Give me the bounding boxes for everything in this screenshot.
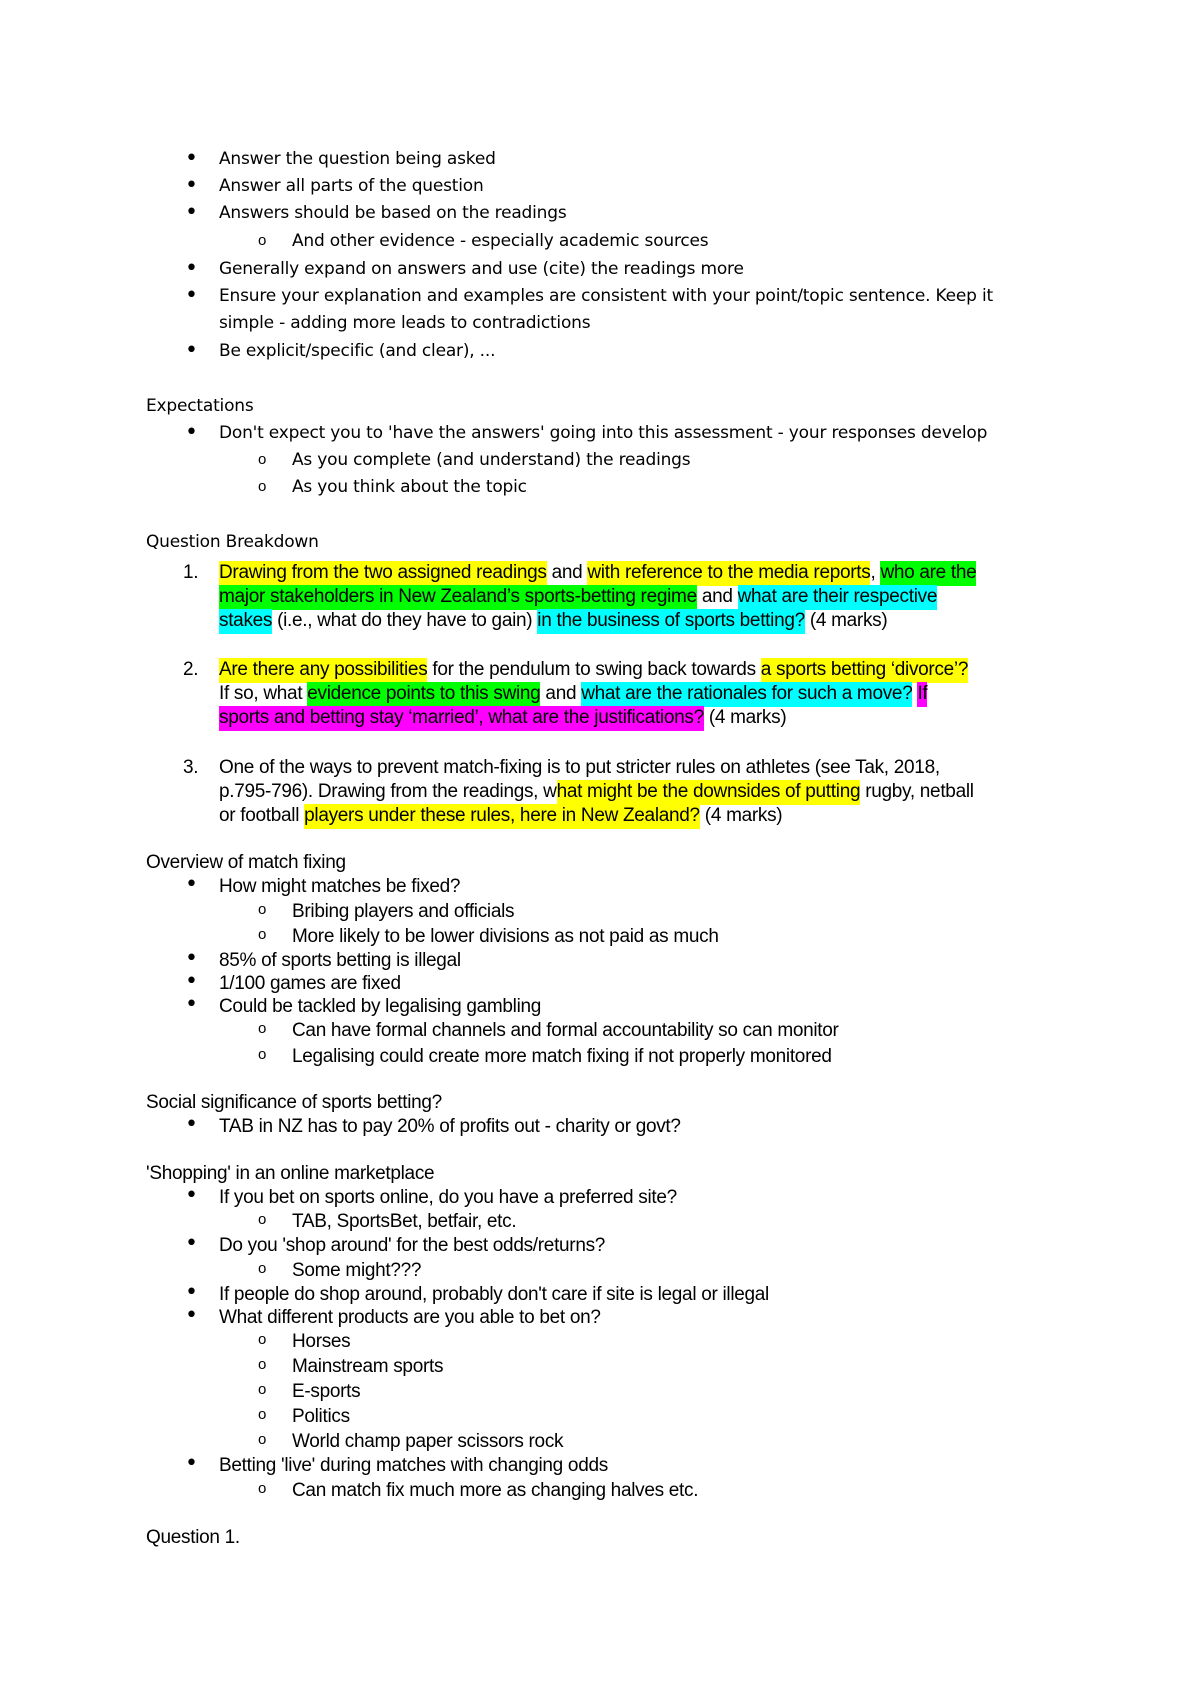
list-item: • TAB in NZ has to pay 20% of profits out - charity or govt? [219, 1117, 681, 1136]
text-run: and [696, 586, 738, 607]
list-item: • 85% of sports betting is illegal [219, 951, 461, 970]
highlight-yellow: hat might be the downsides of putting [557, 780, 861, 805]
text-run: rugby, netball [860, 781, 974, 802]
text-run: or football [219, 805, 305, 826]
section-heading: Expectations [146, 396, 254, 416]
highlight-yellow: a sports betting ‘divorce’? [761, 658, 968, 683]
list-item: • Betting 'live' during matches with changing odds [219, 1456, 608, 1475]
expectation-item: • Don't expect you to 'have the answers' going into this assessment - your responses develop [219, 425, 987, 442]
text-run: and [546, 562, 588, 583]
question-3-line-1: One of the ways to prevent match-fixing is to put stricter rules on athletes (see Tak, 2018, [219, 757, 940, 778]
question-number: 2. [183, 659, 199, 680]
tip-item: • Answers should be based on the readings [219, 205, 566, 222]
tip-item-continuation: simple - adding more leads to contradictions [219, 313, 591, 333]
tip-subitem: o And other evidence - especially academic sources [292, 233, 708, 250]
question-number: 1. [183, 562, 199, 583]
list-subitem: o Politics [292, 1407, 350, 1426]
list-item: • What different products are you able to bet on? [219, 1308, 601, 1327]
list-subitem: o More likely to be lower divisions as not paid as much [292, 927, 719, 946]
list-subitem: o Legalising could create more match fixing if not properly monitored [292, 1047, 832, 1066]
expectation-subitem: o As you think about the topic [292, 479, 527, 496]
text-run: (4 marks) [699, 805, 783, 826]
expectation-subitem: o As you complete (and understand) the readings [292, 452, 690, 469]
question-3-line-3 [219, 806, 782, 825]
list-item: • If you bet on sports online, do you have a preferred site? [219, 1188, 677, 1207]
list-subitem: o Horses [292, 1332, 350, 1351]
text-run: and [540, 683, 582, 704]
question-2-line-3 [219, 708, 786, 727]
question-1-line-1 [219, 563, 976, 582]
question-2-line-2 [219, 684, 927, 703]
tip-item: • Generally expand on answers and use (cite) the readings more [219, 261, 744, 278]
question-1-line-2 [219, 587, 937, 606]
section-heading: 'Shopping' in an online marketplace [146, 1163, 435, 1184]
text-run: for the pendulum to swing back towards [427, 659, 761, 680]
list-subitem: o World champ paper scissors rock [292, 1432, 563, 1451]
highlight-cyan: what are the rationales for such a move? [581, 682, 912, 707]
section-heading: Social significance of sports betting? [146, 1092, 442, 1113]
question-3-line-2 [219, 782, 974, 801]
list-subitem: o Bribing players and officials [292, 902, 514, 921]
question-number: 3. [183, 757, 199, 778]
highlight-cyan: in the business of sports betting? [537, 609, 805, 634]
list-subitem: o Mainstream sports [292, 1357, 443, 1376]
list-subitem: o TAB, SportsBet, betfair, etc. [292, 1212, 516, 1231]
question-2-line-1 [219, 660, 968, 679]
section-heading: Question Breakdown [146, 532, 319, 552]
highlight-yellow: Drawing from the two assigned readings [219, 561, 547, 586]
highlight-cyan: stakes [219, 609, 272, 634]
text-run: If so, what [219, 683, 308, 704]
text-run: p.795-796). Drawing from the readings, w [219, 781, 557, 802]
tip-item: • Ensure your explanation and examples are consistent with your point/topic sentence. Keep it [219, 288, 993, 305]
list-subitem: o Can have formal channels and formal accountability so can monitor [292, 1021, 839, 1040]
tip-item: • Answer the question being asked [219, 151, 496, 168]
section-heading: Overview of match fixing [146, 852, 346, 873]
text-run: (i.e., what do they have to gain) [272, 610, 538, 631]
highlight-magenta: If [917, 682, 927, 707]
list-subitem: o E-sports [292, 1382, 360, 1401]
highlight-yellow: with reference to the media reports [587, 561, 870, 586]
question-1-line-3 [219, 611, 887, 630]
highlight-green: evidence points to this swing [307, 682, 540, 707]
list-subitem: o Can match fix much more as changing halves etc. [292, 1481, 698, 1500]
list-item: • How might matches be fixed? [219, 877, 460, 896]
list-item: • Do you 'shop around' for the best odds/returns? [219, 1236, 605, 1255]
section-heading: Question 1. [146, 1527, 240, 1548]
list-item: • If people do shop around, probably don't care if site is legal or illegal [219, 1285, 769, 1304]
list-subitem: o Some might??? [292, 1261, 421, 1280]
list-item: • 1/100 games are fixed [219, 974, 401, 993]
highlight-green: who are the [880, 561, 976, 586]
text-run: , [870, 562, 881, 583]
tip-item: • Be explicit/specific (and clear), ... [219, 343, 495, 360]
text-run: (4 marks) [703, 707, 787, 728]
text-run: (4 marks) [804, 610, 888, 631]
highlight-yellow: players under these rules, here in New Zealand? [304, 804, 700, 829]
highlight-yellow: Are there any possibilities [219, 658, 427, 683]
highlight-cyan: what are their respective [738, 585, 938, 610]
list-item: • Could be tackled by legalising gambling [219, 997, 541, 1016]
highlight-green: major stakeholders in New Zealand’s sports-betting regime [219, 585, 697, 610]
tip-item: • Answer all parts of the question [219, 178, 484, 195]
highlight-magenta: sports and betting stay ‘married’, what are the justifications? [219, 706, 704, 731]
